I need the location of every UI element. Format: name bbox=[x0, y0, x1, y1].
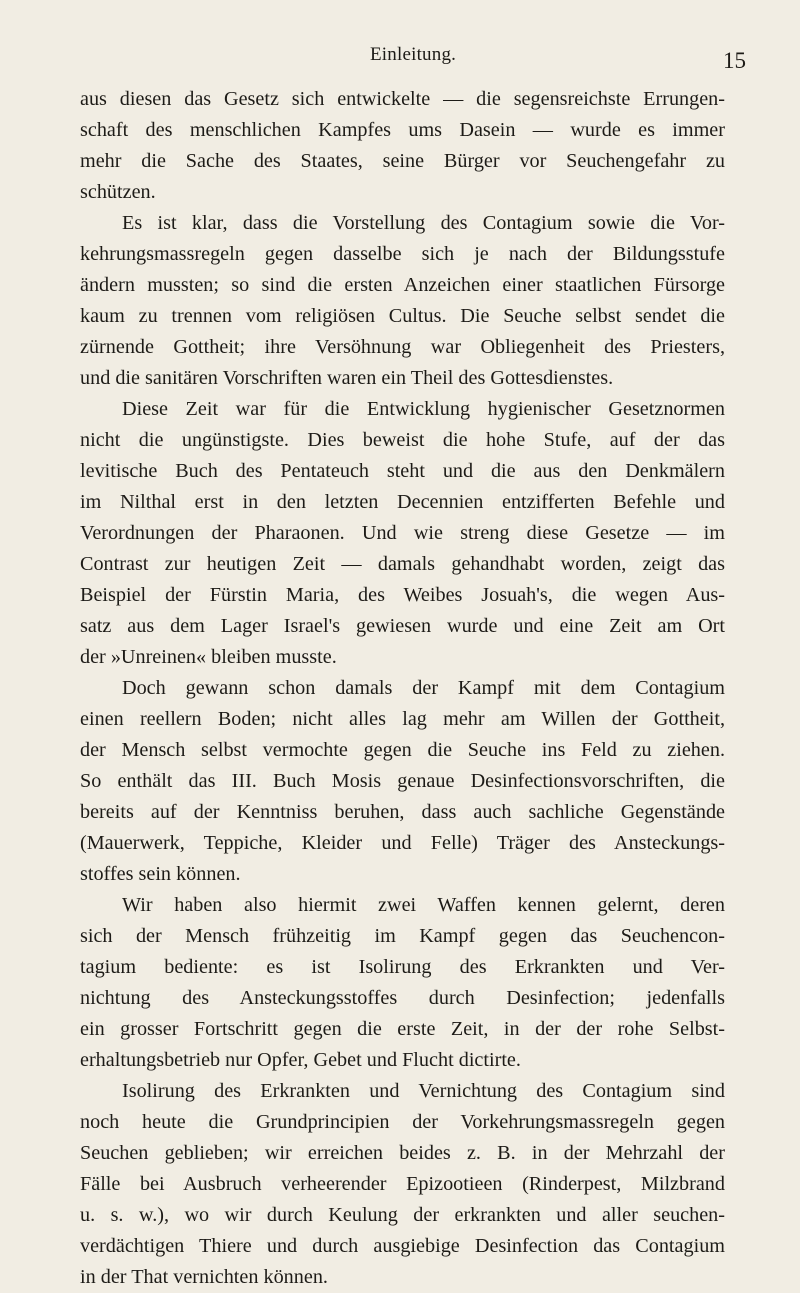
text-line: mehr die Sache des Staates, seine Bürger vor Seuchengefahr zu bbox=[80, 150, 725, 172]
text-line: kaum zu trennen vom religiösen Cultus. Die Seuche selbst sendet die bbox=[80, 305, 725, 327]
body-text bbox=[80, 84, 725, 1293]
text-line: schützen. bbox=[80, 181, 156, 203]
text-line: Beispiel der Fürstin Maria, des Weibes Josuah's, die wegen Aus- bbox=[80, 584, 725, 606]
text-line: in der That vernichten können. bbox=[80, 1266, 328, 1288]
text-line: stoffes sein können. bbox=[80, 863, 241, 885]
text-line: zürnende Gottheit; ihre Versöhnung war Obliegenheit des Priesters, bbox=[80, 336, 725, 358]
text-line: Es ist klar, dass die Vorstellung des Contagium sowie die Vor- bbox=[122, 212, 725, 234]
text-line: und die sanitären Vorschriften waren ein Theil des Gottesdienstes. bbox=[80, 367, 614, 389]
text-line: levitische Buch des Pentateuch steht und die aus den Denkmälern bbox=[80, 460, 725, 482]
text-line: Contrast zur heutigen Zeit — damals gehandhabt worden, zeigt das bbox=[80, 553, 725, 575]
text-line: aus diesen das Gesetz sich entwickelte — die segensreichste Errungen- bbox=[80, 88, 725, 110]
text-line: noch heute die Grundprincipien der Vorkehrungsmassregeln gegen bbox=[80, 1111, 725, 1133]
text-line: schaft des menschlichen Kampfes ums Dasein — wurde es immer bbox=[80, 119, 725, 141]
running-header bbox=[0, 44, 800, 74]
text-line: erhaltungsbetrieb nur Opfer, Gebet und Flucht dictirte. bbox=[80, 1049, 521, 1071]
text-line: u. s. w.), wo wir durch Keulung der erkrankten und aller seuchen- bbox=[80, 1204, 725, 1226]
text-line: Verordnungen der Pharaonen. Und wie streng diese Gesetze — im bbox=[80, 522, 725, 544]
text-line: Wir haben also hiermit zwei Waffen kennen gelernt, deren bbox=[122, 894, 725, 916]
text-line: kehrungsmassregeln gegen dasselbe sich je nach der Bildungsstufe bbox=[80, 243, 725, 265]
text-line: der »Unreinen« bleiben musste. bbox=[80, 646, 337, 668]
text-line: nicht die ungünstigste. Dies beweist die hohe Stufe, auf der das bbox=[80, 429, 725, 451]
text-line: Fälle bei Ausbruch verheerender Epizootieen (Rinderpest, Milzbrand bbox=[80, 1173, 725, 1195]
text-line: einen reellern Boden; nicht alles lag mehr am Willen der Gottheit, bbox=[80, 708, 725, 730]
text-line: Doch gewann schon damals der Kampf mit dem Contagium bbox=[122, 677, 725, 699]
text-line: tagium bediente: es ist Isolirung des Erkrankten und Ver- bbox=[80, 956, 725, 978]
text-line: bereits auf der Kenntniss beruhen, dass auch sachliche Gegenstände bbox=[80, 801, 725, 823]
text-line: ändern mussten; so sind die ersten Anzeichen einer staatlichen Fürsorge bbox=[80, 274, 725, 296]
text-line: satz aus dem Lager Israel's gewiesen wurde und eine Zeit am Ort bbox=[80, 615, 725, 637]
text-line: im Nilthal erst in den letzten Decennien entzifferten Befehle und bbox=[80, 491, 725, 513]
text-line: (Mauerwerk, Teppiche, Kleider und Felle) Träger des Ansteckungs- bbox=[80, 832, 725, 854]
running-title: Einleitung. bbox=[370, 44, 457, 65]
text-line: So enthält das III. Buch Mosis genaue Desinfectionsvorschriften, die bbox=[80, 770, 725, 792]
text-line: nichtung des Ansteckungsstoffes durch Desinfection; jedenfalls bbox=[80, 987, 725, 1009]
text-line: verdächtigen Thiere und durch ausgiebige Desinfection das Contagium bbox=[80, 1235, 725, 1257]
text-line: der Mensch selbst vermochte gegen die Seuche ins Feld zu ziehen. bbox=[80, 739, 725, 761]
text-line: sich der Mensch frühzeitig im Kampf gegen das Seuchencon- bbox=[80, 925, 725, 947]
text-line: Seuchen geblieben; wir erreichen beides z. B. in der Mehrzahl der bbox=[80, 1142, 725, 1164]
text-line: Isolirung des Erkrankten und Vernichtung des Contagium sind bbox=[122, 1080, 725, 1102]
page-number: 15 bbox=[723, 48, 746, 73]
text-line: ein grosser Fortschritt gegen die erste Zeit, in der der rohe Selbst- bbox=[80, 1018, 725, 1040]
text-line: Diese Zeit war für die Entwicklung hygienischer Gesetznormen bbox=[122, 398, 725, 420]
